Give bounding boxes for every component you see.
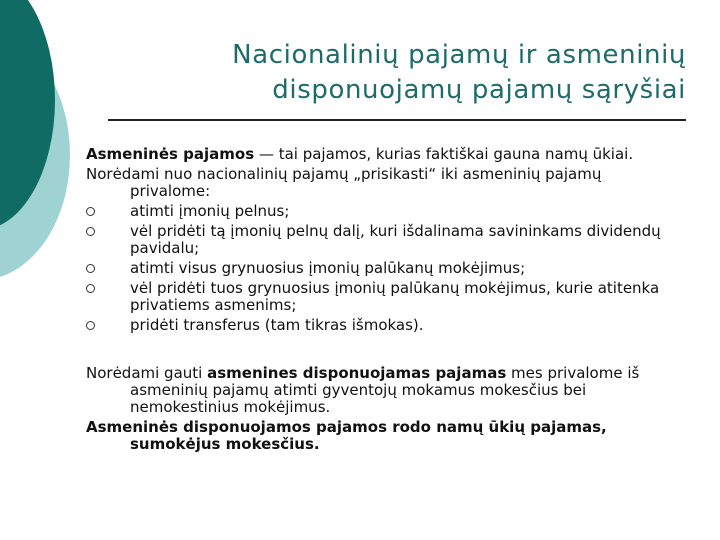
- intro-paragraph: [86, 146, 686, 163]
- slide-title-line-2: disponuojamų pajamų sąryšiai: [272, 75, 686, 105]
- list-item-text: vėl pridėti tą įmonių pelnų dalį, kuri išdalinama savininkams dividendų pavidalu;: [130, 222, 661, 257]
- intro-definition: — tai pajamos, kurias faktiškai gauna namų ūkiai.: [254, 145, 634, 163]
- circle-bullet-icon: [86, 321, 95, 330]
- list-item-text: atimti įmonių pelnus;: [130, 202, 290, 220]
- list-item: [86, 223, 686, 257]
- disposable-before: Norėdami gauti: [86, 364, 208, 382]
- circle-bullet-icon: [86, 264, 95, 273]
- circle-bullet-icon: [86, 284, 95, 293]
- conclusion-text: Asmeninės disponuojamos pajamos rodo namų ūkių pajamas, sumokėjus mokesčius.: [86, 418, 607, 453]
- circle-bullet-icon: [86, 207, 95, 216]
- list-item-text: atimti visus grynuosius įmonių palūkanų mokėjimus;: [130, 259, 526, 277]
- circle-bullet-icon: [86, 227, 95, 236]
- disposable-paragraph: [86, 365, 686, 416]
- slide-body: [86, 146, 686, 456]
- disposable-after: mes privalome iš asmeninių pajamų atimti gyventojų mokamus mokesčius bei nemokestinius mokėjimus.: [130, 364, 640, 416]
- list-item-text: vėl pridėti tuos grynuosius įmonių palūkanų mokėjimus, kurie atitenka privatiems asmenims;: [130, 279, 660, 314]
- disposable-term: asmenines disponuojamas pajamas: [207, 364, 507, 382]
- lead-paragraph: Norėdami nuo nacionalinių pajamų „prisikasti“ iki asmeninių pajamų privalome:: [86, 165, 602, 200]
- list-item: [86, 260, 686, 277]
- slide-title-line-1: Nacionalinių pajamų ir asmeninių: [232, 40, 686, 70]
- title-underline: [108, 119, 686, 121]
- steps-list: [86, 203, 686, 334]
- list-item: [86, 280, 686, 314]
- conclusion-paragraph: [86, 419, 686, 453]
- slide-title: [90, 38, 686, 108]
- spacer: [86, 337, 686, 365]
- list-item: [86, 203, 686, 220]
- intro-term: Asmeninės pajamos: [86, 145, 255, 163]
- list-item: [86, 317, 686, 334]
- list-item-text: pridėti transferus (tam tikras išmokas).: [130, 316, 424, 334]
